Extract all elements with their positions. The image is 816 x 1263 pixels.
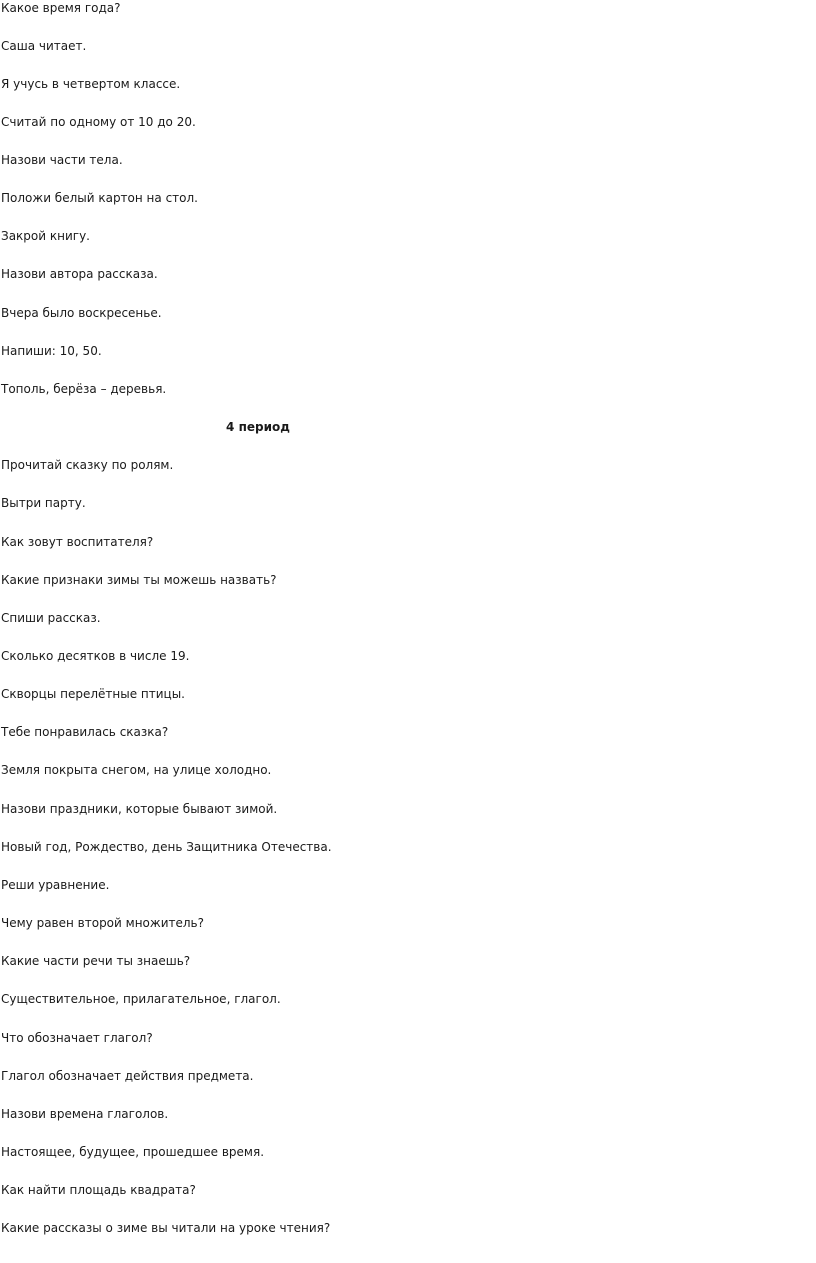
section-heading: 4 период — [226, 420, 290, 434]
text-line: Какие части речи ты знаешь? — [1, 954, 191, 968]
text-line: Я учусь в четвертом классе. — [1, 77, 181, 91]
text-line: Настоящее, будущее, прошедшее время. — [1, 1145, 265, 1159]
text-line: Что обозначает глагол? — [1, 1031, 153, 1045]
text-line: Прочитай сказку по ролям. — [1, 458, 174, 472]
text-line: Скворцы перелётные птицы. — [1, 687, 185, 701]
text-line: Земля покрыта снегом, на улице холодно. — [1, 763, 272, 777]
text-line: Тебе понравилась сказка? — [1, 725, 169, 739]
text-line: Вытри парту. — [1, 496, 86, 510]
text-line: Глагол обозначает действия предмета. — [1, 1069, 254, 1083]
text-line: Назови части тела. — [1, 153, 123, 167]
text-line: Назови автора рассказа. — [1, 267, 158, 281]
text-line: Сколько десятков в числе 19. — [1, 649, 190, 663]
text-line: Саша читает. — [1, 39, 87, 53]
text-line: Тополь, берёза – деревья. — [1, 382, 167, 396]
text-line: Закрой книгу. — [1, 229, 90, 243]
text-line: Назови времена глаголов. — [1, 1107, 169, 1121]
text-line: Назови праздники, которые бывают зимой. — [1, 802, 278, 816]
text-line: Реши уравнение. — [1, 878, 110, 892]
text-line: Какие рассказы о зиме вы читали на уроке чтения? — [1, 1221, 331, 1235]
text-line: Какое время года? — [1, 1, 121, 15]
text-line: Существительное, прилагательное, глагол. — [1, 992, 281, 1006]
text-line: Как найти площадь квадрата? — [1, 1183, 196, 1197]
text-line: Новый год, Рождество, день Защитника Отечества. — [1, 840, 332, 854]
text-line: Какие признаки зимы ты можешь назвать? — [1, 573, 277, 587]
text-line: Положи белый картон на стол. — [1, 191, 198, 205]
text-line: Спиши рассказ. — [1, 611, 101, 625]
text-line: Напиши: 10, 50. — [1, 344, 102, 358]
text-line: Как зовут воспитателя? — [1, 535, 154, 549]
text-line: Считай по одному от 10 до 20. — [1, 115, 196, 129]
text-line: Вчера было воскресенье. — [1, 306, 162, 320]
text-line: Чему равен второй множитель? — [1, 916, 204, 930]
